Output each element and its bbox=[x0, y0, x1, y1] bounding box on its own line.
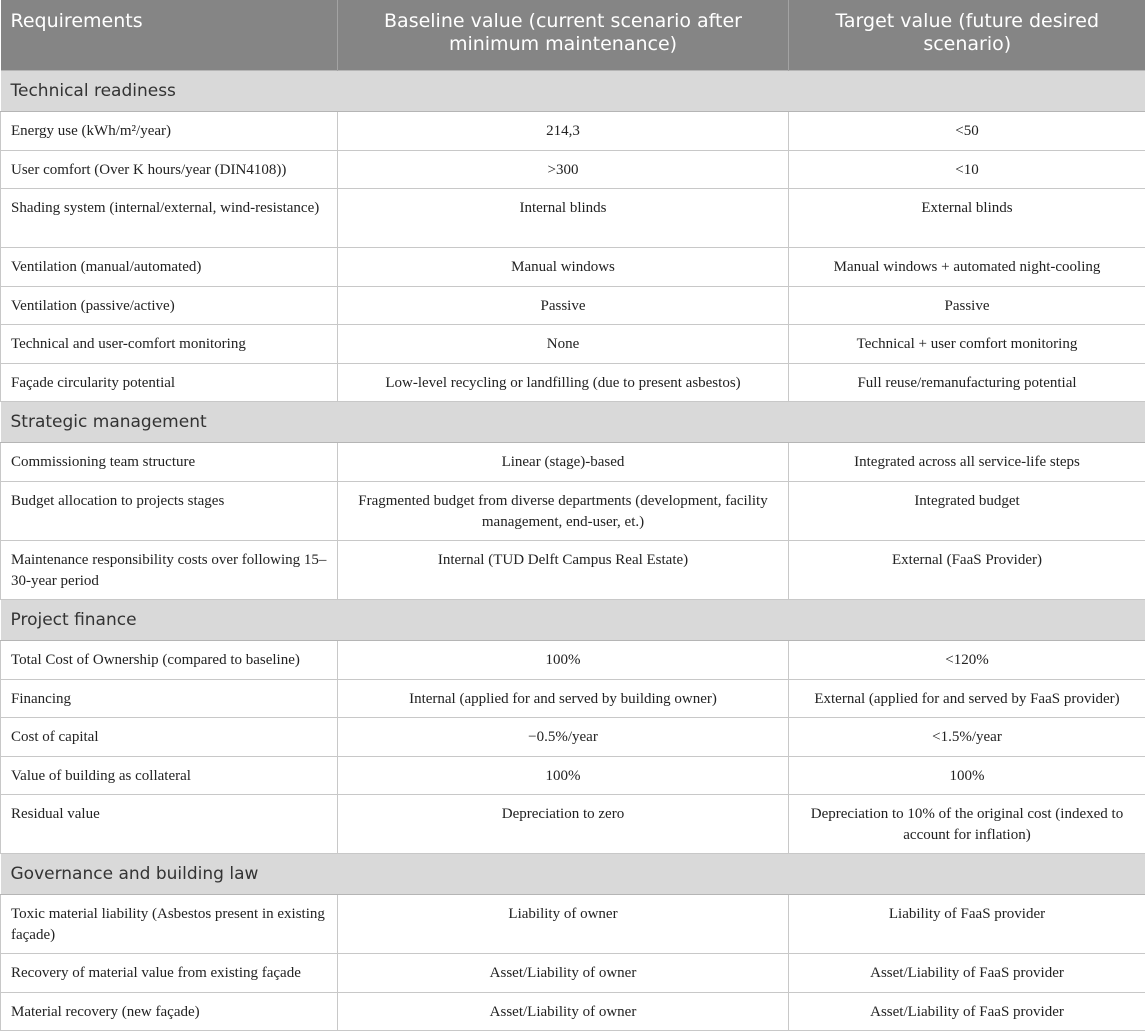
baseline-cell: −0.5%/year bbox=[338, 717, 789, 756]
requirement-cell: Shading system (internal/external, wind-resistance) bbox=[1, 188, 338, 247]
baseline-cell: Low-level recycling or landfilling (due to present asbestos) bbox=[338, 363, 789, 401]
baseline-cell: Passive bbox=[338, 286, 789, 324]
requirement-cell: User comfort (Over K hours/year (DIN4108)) bbox=[1, 150, 338, 188]
table-row bbox=[1, 953, 1145, 992]
target-cell: <10 bbox=[789, 150, 1145, 188]
table-row bbox=[1, 794, 1145, 853]
requirement-cell: Commissioning team structure bbox=[1, 442, 338, 481]
section-strategic-management bbox=[1, 401, 1145, 442]
table-row bbox=[1, 717, 1145, 756]
baseline-cell: Liability of owner bbox=[338, 894, 789, 953]
table-row bbox=[1, 540, 1145, 599]
baseline-cell: 100% bbox=[338, 756, 789, 794]
target-cell: Manual windows + automated night-cooling bbox=[789, 247, 1145, 286]
table-row bbox=[1, 324, 1145, 363]
header-target: Target value (future desired scenario) bbox=[789, 0, 1145, 70]
header-row bbox=[1, 0, 1145, 70]
section-title: Project finance bbox=[1, 599, 1145, 640]
table-row bbox=[1, 150, 1145, 188]
requirement-cell: Total Cost of Ownership (compared to baseline) bbox=[1, 640, 338, 679]
section-governance-and-building-law bbox=[1, 853, 1145, 894]
requirement-cell: Toxic material liability (Asbestos present in existing façade) bbox=[1, 894, 338, 953]
baseline-cell: Asset/Liability of owner bbox=[338, 992, 789, 1030]
target-cell: Passive bbox=[789, 286, 1145, 324]
section-project-finance bbox=[1, 599, 1145, 640]
table-row bbox=[1, 286, 1145, 324]
baseline-cell: Internal blinds bbox=[338, 188, 789, 247]
table-row bbox=[1, 481, 1145, 540]
target-cell: Asset/Liability of FaaS provider bbox=[789, 953, 1145, 992]
requirement-cell: Residual value bbox=[1, 794, 338, 853]
baseline-cell: Internal (TUD Delft Campus Real Estate) bbox=[338, 540, 789, 599]
table-row bbox=[1, 111, 1145, 150]
target-cell: <50 bbox=[789, 111, 1145, 150]
target-cell: Liability of FaaS provider bbox=[789, 894, 1145, 953]
table-row bbox=[1, 442, 1145, 481]
target-cell: External (applied for and served by FaaS provider) bbox=[789, 679, 1145, 717]
target-cell: Integrated across all service-life steps bbox=[789, 442, 1145, 481]
requirement-cell: Energy use (kWh/m²/year) bbox=[1, 111, 338, 150]
target-cell: Technical + user comfort monitoring bbox=[789, 324, 1145, 363]
table-row bbox=[1, 756, 1145, 794]
baseline-cell: Asset/Liability of owner bbox=[338, 953, 789, 992]
section-title: Technical readiness bbox=[1, 70, 1145, 111]
target-cell: Depreciation to 10% of the original cost (indexed to account for inflation) bbox=[789, 794, 1145, 853]
section-title: Strategic management bbox=[1, 401, 1145, 442]
baseline-cell: Manual windows bbox=[338, 247, 789, 286]
requirement-cell: Financing bbox=[1, 679, 338, 717]
target-cell: Integrated budget bbox=[789, 481, 1145, 540]
requirement-cell: Cost of capital bbox=[1, 717, 338, 756]
baseline-cell: 214,3 bbox=[338, 111, 789, 150]
baseline-cell: Fragmented budget from diverse departments (development, facility management, end-user, et.) bbox=[338, 481, 789, 540]
target-cell: Full reuse/remanufacturing potential bbox=[789, 363, 1145, 401]
table-row bbox=[1, 992, 1145, 1030]
header-baseline: Baseline value (current scenario after minimum maintenance) bbox=[338, 0, 789, 70]
table-row bbox=[1, 679, 1145, 717]
table-row bbox=[1, 640, 1145, 679]
section-title: Governance and building law bbox=[1, 853, 1145, 894]
table-row bbox=[1, 247, 1145, 286]
target-cell: <1.5%/year bbox=[789, 717, 1145, 756]
requirement-cell: Maintenance responsibility costs over following 15–30-year period bbox=[1, 540, 338, 599]
target-cell: <120% bbox=[789, 640, 1145, 679]
target-cell: External blinds bbox=[789, 188, 1145, 247]
requirement-cell: Technical and user-comfort monitoring bbox=[1, 324, 338, 363]
baseline-cell: Depreciation to zero bbox=[338, 794, 789, 853]
requirement-cell: Façade circularity potential bbox=[1, 363, 338, 401]
baseline-cell: >300 bbox=[338, 150, 789, 188]
baseline-cell: Internal (applied for and served by building owner) bbox=[338, 679, 789, 717]
section-technical-readiness bbox=[1, 70, 1145, 111]
requirement-cell: Recovery of material value from existing façade bbox=[1, 953, 338, 992]
requirement-cell: Budget allocation to projects stages bbox=[1, 481, 338, 540]
table-row bbox=[1, 188, 1145, 247]
table-row bbox=[1, 894, 1145, 953]
target-cell: 100% bbox=[789, 756, 1145, 794]
table-row bbox=[1, 363, 1145, 401]
requirement-cell: Ventilation (passive/active) bbox=[1, 286, 338, 324]
baseline-cell: None bbox=[338, 324, 789, 363]
baseline-cell: 100% bbox=[338, 640, 789, 679]
target-cell: Asset/Liability of FaaS provider bbox=[789, 992, 1145, 1030]
requirement-cell: Value of building as collateral bbox=[1, 756, 338, 794]
baseline-cell: Linear (stage)-based bbox=[338, 442, 789, 481]
requirement-cell: Ventilation (manual/automated) bbox=[1, 247, 338, 286]
header-requirements: Requirements bbox=[1, 0, 338, 70]
requirement-cell: Material recovery (new façade) bbox=[1, 992, 338, 1030]
target-cell: External (FaaS Provider) bbox=[789, 540, 1145, 599]
